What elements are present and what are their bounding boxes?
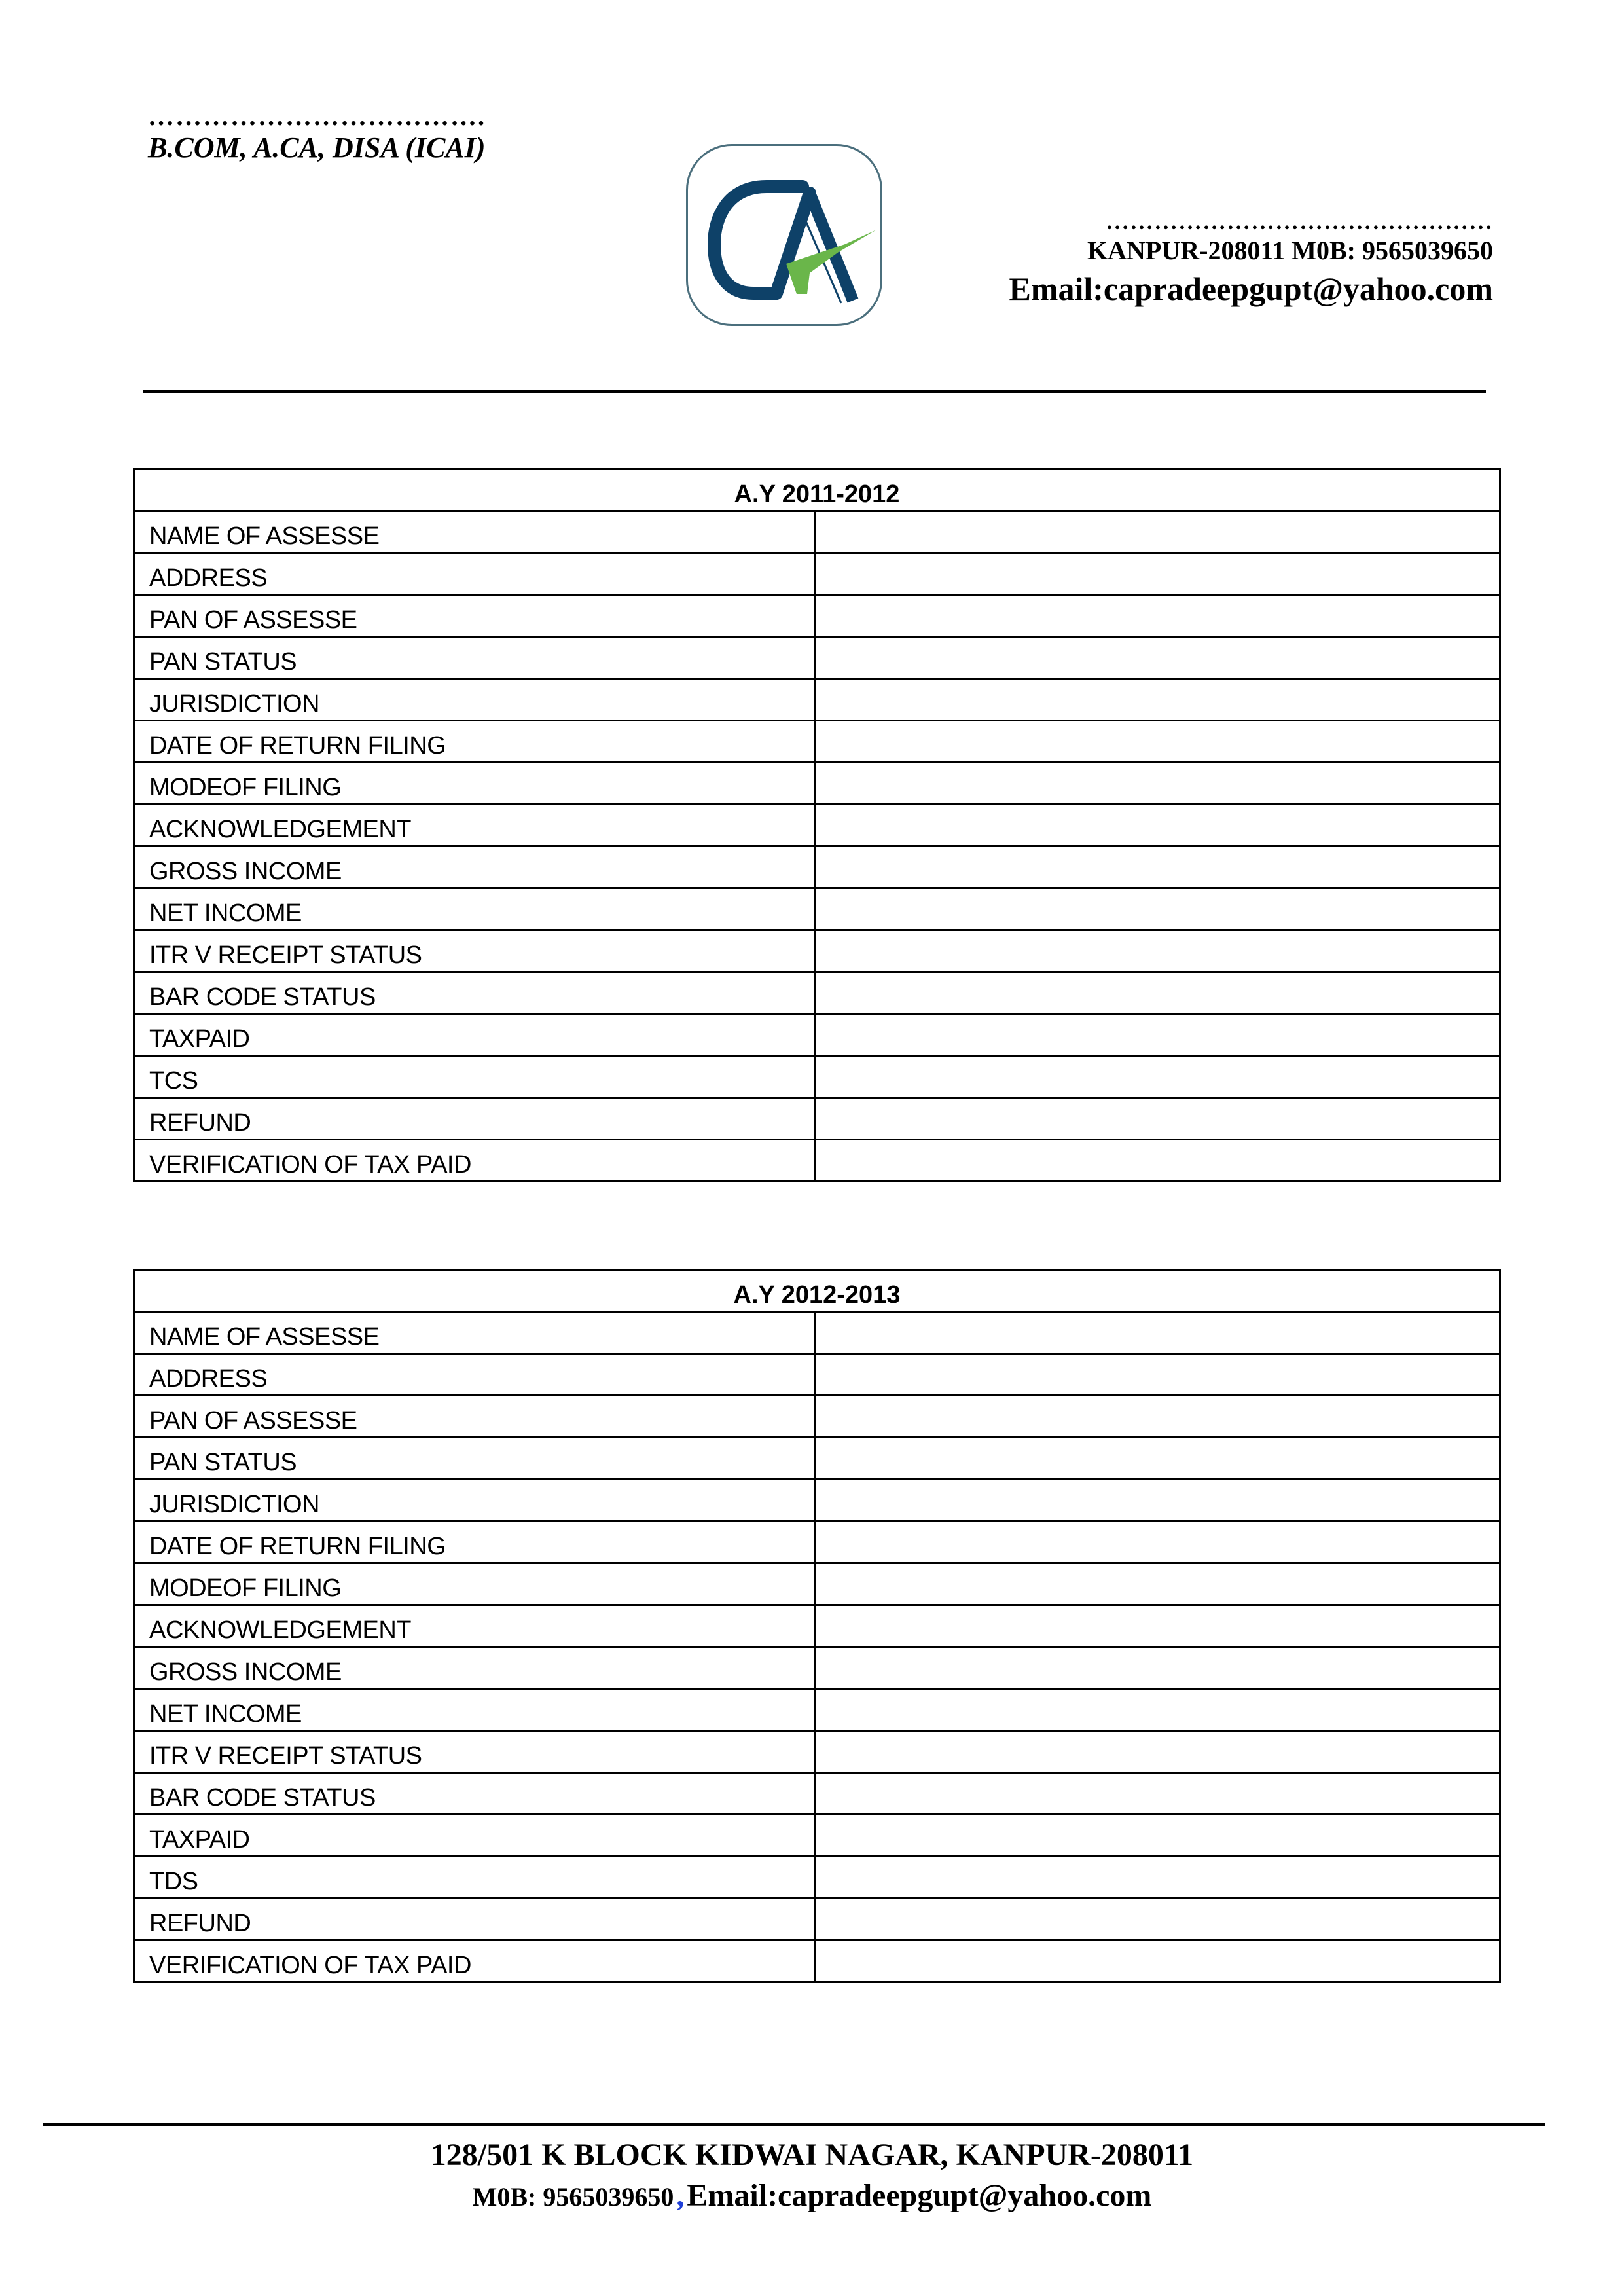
row-value-cell[interactable] [816,553,1500,595]
address-placeholder: ………………………………………… [1106,208,1493,234]
table-row [134,1312,1500,1354]
table-row [134,1605,1500,1647]
row-value-cell[interactable] [816,972,1500,1014]
row-label: PAN OF ASSESSE [134,1396,816,1438]
row-label: VERIFICATION OF TAX PAID [134,1140,816,1182]
footer-email: Email:capradeepgupt@yahoo.com [687,2178,1152,2213]
table-row [134,1438,1500,1480]
row-value-cell[interactable] [816,1647,1500,1689]
row-value-cell[interactable] [816,1312,1500,1354]
row-label: ADDRESS [134,553,816,595]
row-value-cell[interactable] [816,1522,1500,1563]
table-row [134,1647,1500,1689]
row-label: TAXPAID [134,1014,816,1056]
letterhead-right [1009,210,1493,309]
table-row [134,1522,1500,1563]
table-row [134,930,1500,972]
row-label: BAR CODE STATUS [134,972,816,1014]
row-label: NET INCOME [134,1689,816,1731]
row-label: MODEOF FILING [134,1563,816,1605]
footer-mobile: M0B: 9565039650 [472,2182,674,2212]
row-label: ACKNOWLEDGEMENT [134,805,816,847]
assessment-table-2012-2013 [133,1269,1501,1983]
table-row [134,1014,1500,1056]
row-label: NET INCOME [134,888,816,930]
table-row [134,637,1500,679]
row-value-cell[interactable] [816,1731,1500,1773]
row-value-cell[interactable] [816,1857,1500,1899]
table-row [134,553,1500,595]
letterhead-left [148,103,486,166]
row-label: ADDRESS [134,1354,816,1396]
row-value-cell[interactable] [816,930,1500,972]
row-value-cell[interactable] [816,511,1500,553]
footer-separator: , [676,2178,685,2213]
qualifications: B.COM, A.CA, DISA (ICAI) [148,132,486,164]
table-row [134,511,1500,553]
row-label: PAN STATUS [134,637,816,679]
row-value-cell[interactable] [816,888,1500,930]
table-row [134,1098,1500,1140]
ca-logo [686,144,882,326]
row-label: REFUND [134,1899,816,1941]
row-value-cell[interactable] [816,721,1500,763]
table-title: A.Y 2012-2013 [134,1270,1500,1312]
table-row [134,1140,1500,1182]
table-header-row [134,1270,1500,1312]
row-value-cell[interactable] [816,1899,1500,1941]
footer-address: 128/501 K BLOCK KIDWAI NAGAR, KANPUR-208011 [430,2138,1194,2172]
table-title: A.Y 2011-2012 [134,469,1500,511]
header-email: Email:capradeepgupt@yahoo.com [1009,270,1493,307]
table-row [134,1899,1500,1941]
table-header-row [134,469,1500,511]
table-row [134,1731,1500,1773]
table-row [134,679,1500,721]
row-label: TAXPAID [134,1815,816,1857]
row-label: TDS [134,1857,816,1899]
row-value-cell[interactable] [816,679,1500,721]
table-row [134,1941,1500,1982]
row-label: ITR V RECEIPT STATUS [134,1731,816,1773]
row-value-cell[interactable] [816,1014,1500,1056]
table-row [134,595,1500,637]
row-value-cell[interactable] [816,1480,1500,1522]
table-row [134,847,1500,888]
name-placeholder: ………………………………. [148,101,486,131]
table-row [134,763,1500,805]
row-label: PAN STATUS [134,1438,816,1480]
row-label: TCS [134,1056,816,1098]
row-value-cell[interactable] [816,1605,1500,1647]
footer-divider [43,2123,1545,2126]
row-label: GROSS INCOME [134,847,816,888]
row-value-cell[interactable] [816,1815,1500,1857]
row-value-cell[interactable] [816,1941,1500,1982]
row-value-cell[interactable] [816,1056,1500,1098]
row-label: ACKNOWLEDGEMENT [134,1605,816,1647]
row-label: BAR CODE STATUS [134,1773,816,1815]
row-label: ITR V RECEIPT STATUS [134,930,816,972]
footer-contact [0,2178,1624,2221]
table-row [134,721,1500,763]
row-value-cell[interactable] [816,847,1500,888]
row-value-cell[interactable] [816,805,1500,847]
row-value-cell[interactable] [816,1396,1500,1438]
table-row [134,1354,1500,1396]
table-row [134,805,1500,847]
table-row [134,972,1500,1014]
assessment-table-2011-2012 [133,468,1501,1182]
ca-logo-icon [688,146,880,324]
table-row [134,1815,1500,1857]
row-value-cell[interactable] [816,1773,1500,1815]
table-row [134,888,1500,930]
row-value-cell[interactable] [816,1098,1500,1140]
row-value-cell[interactable] [816,1354,1500,1396]
header-divider [143,390,1486,393]
table-row [134,1563,1500,1605]
row-value-cell[interactable] [816,637,1500,679]
table-row [134,1480,1500,1522]
row-value-cell[interactable] [816,763,1500,805]
table-row [134,1689,1500,1731]
row-value-cell[interactable] [816,1438,1500,1480]
row-label: GROSS INCOME [134,1647,816,1689]
table-row [134,1773,1500,1815]
row-value-cell[interactable] [816,1563,1500,1605]
table-row [134,1396,1500,1438]
table-row [134,1857,1500,1899]
row-label: PAN OF ASSESSE [134,595,816,637]
row-label: REFUND [134,1098,816,1140]
row-label: JURISDICTION [134,1480,816,1522]
row-label: JURISDICTION [134,679,816,721]
row-label: VERIFICATION OF TAX PAID [134,1941,816,1982]
city-and-mobile: KANPUR-208011 M0B: 9565039650 [1087,236,1493,265]
table-row [134,1056,1500,1098]
row-label: DATE OF RETURN FILING [134,721,816,763]
row-label: MODEOF FILING [134,763,816,805]
row-value-cell[interactable] [816,1689,1500,1731]
row-value-cell[interactable] [816,1140,1500,1182]
row-value-cell[interactable] [816,595,1500,637]
row-label: NAME OF ASSESSE [134,511,816,553]
row-label: DATE OF RETURN FILING [134,1522,816,1563]
row-label: NAME OF ASSESSE [134,1312,816,1354]
